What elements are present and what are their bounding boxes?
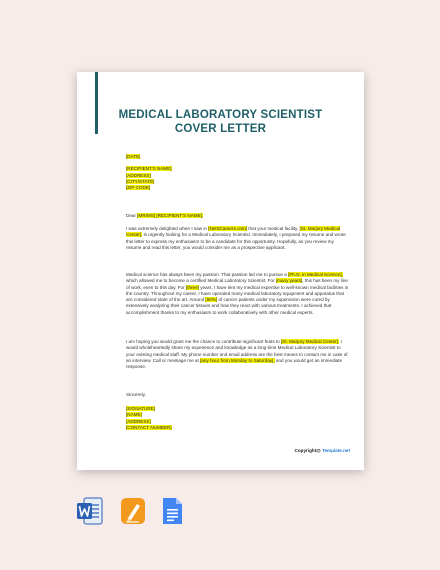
paragraph-1: I was extremely delighted when I saw in [NerdCareers.com] that your medical facility, [St. Marjory Medical Center], is urgently looking for a Medical Laboratory Scientist. Immediately, I prepared my resume and wrote this letter to express my enthusiasm to be a candidate for this opportunity. Hopefully, as you review my resume and read this letter, you would consider me as a prospective applicant. [126, 226, 346, 250]
signature-fields [126, 406, 350, 431]
salutation-name: [MR/MS] [RECIPIENT'S NAME], [137, 213, 204, 218]
signature-field: [SIGNATURE] [126, 406, 156, 411]
city-state-field: [CITY/STATE] [126, 178, 155, 184]
contact-number-field: [CONTACT NUMBER] [126, 424, 172, 430]
title-line-2: COVER LETTER [174, 123, 267, 135]
paragraph-2: Medical science has always been my passion. That passion led me to pursue a [Ph.D. in Medical Science], which allowed me to become a certified Medical Laboratory Scientist. For [many years], this has been my line of work, even to this day. For [three] years, I have lent my medical expertise to well-known medical facilities in the country. Throughout my career, I have operated many medical laboratory equipment and apparatus that are considered state of the art. Around [60%] of cancer patients under my supervision were cured by extensively analyzing their cancer tissues and how they react with various treatments. I achieved that accomplishment thanks to my enthusiasm to work collaboratively with other medical experts. [126, 272, 349, 315]
paragraph-3: I am hoping you would grant me the chance to contribute significant feats to [St. Marjory Medical Center]. I would wholeheartedly share my experience and knowledge as a long-time Medical Laboratory Scientist to your existing medical staff. My phone number and email address are the best means to contact me in case of an interview. Call or message me at [any hour from Monday to Saturday], and you would get an immediate response. [126, 339, 348, 370]
recipient-name-field: [RECIPIENT'S NAME] [126, 166, 172, 172]
zip-code-field: [ZIP CODE] [126, 185, 151, 191]
copyright-footer: Copyright@ Template.net [294, 448, 350, 453]
format-icons [76, 496, 206, 526]
brand-link[interactable]: Template.net [322, 448, 350, 453]
google-docs-icon[interactable] [158, 496, 186, 526]
address-field: [ADDRESS] [126, 172, 151, 178]
word-icon[interactable] [76, 496, 104, 526]
letter-preview-page[interactable] [77, 72, 364, 470]
header-fields [126, 154, 350, 191]
date-field: [DATE] [126, 154, 141, 159]
signature-address-field: [ADDRESS] [126, 418, 151, 424]
pages-icon[interactable] [119, 496, 147, 526]
closing: Sincerely, [126, 392, 146, 397]
title-line-1: MEDICAL LABORATORY SCIENTIST [118, 109, 323, 121]
salutation: Dear [MR/MS] [RECIPIENT'S NAME], [126, 213, 204, 218]
name-field: [NAME] [126, 412, 142, 418]
document-title [77, 108, 364, 136]
